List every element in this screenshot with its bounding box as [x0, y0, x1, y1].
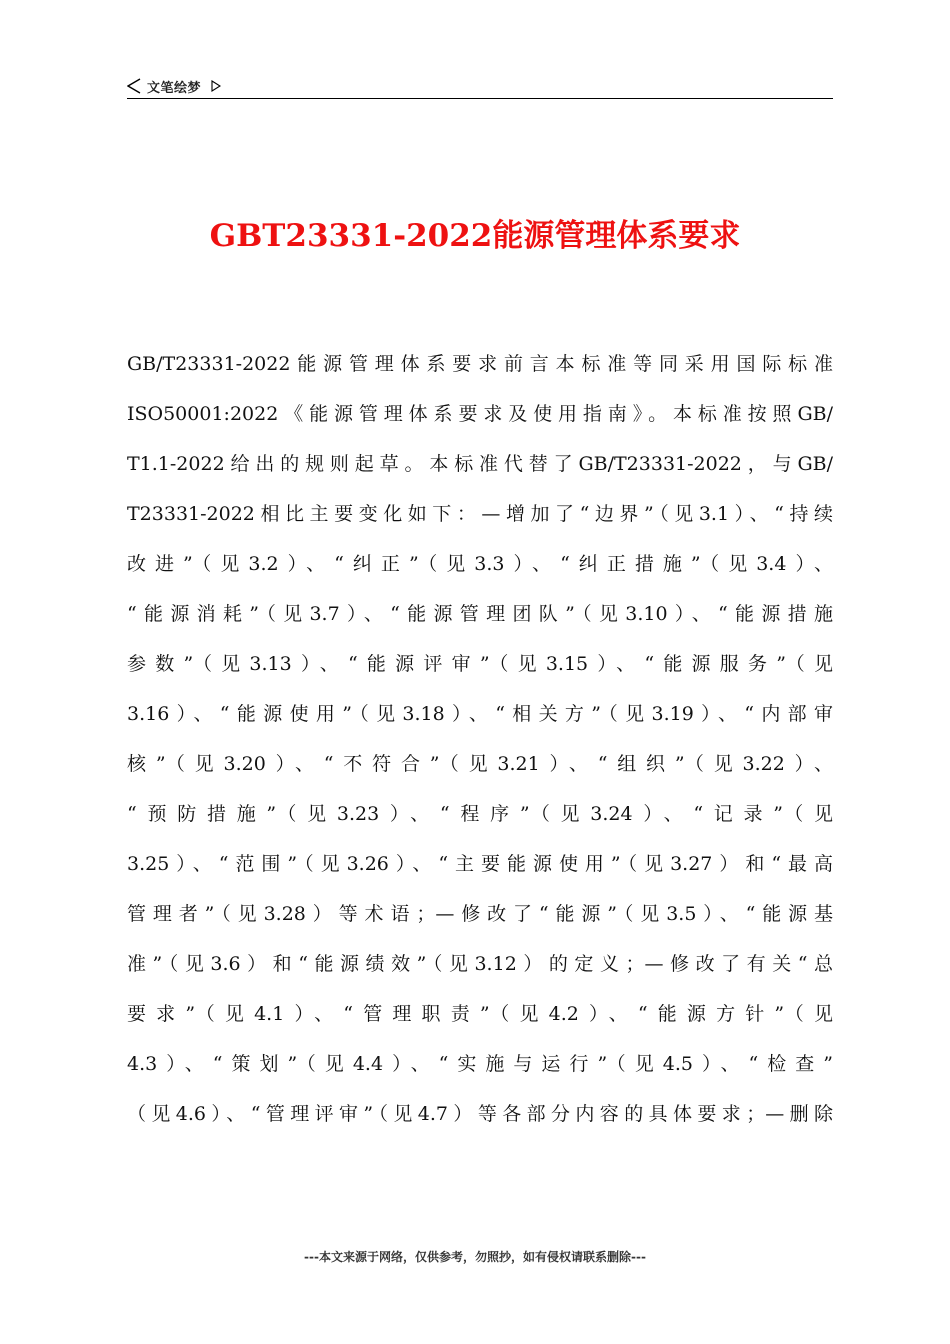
body-line: “能源消耗”（见3.7）、“能源管理团队”（见3.10）、“能源措施 [127, 603, 833, 625]
left-triangle-outline-icon [127, 78, 141, 94]
body-line: 核”（见3.20）、“不符合”（见3.21）、“组织”（见3.22）、 [127, 753, 833, 775]
body-line: T23331-2022相比主要变化如下：—增加了“边界”（见3.1）、“持续 [127, 503, 833, 525]
right-triangle-outline-icon [211, 80, 221, 92]
body-line: 参数”（见3.13）、“能源评审”（见3.15）、“能源服务”（见 [127, 653, 833, 675]
footer-disclaimer: ---本文来源于网络，仅供参考，勿照抄，如有侵权请联系删除--- [304, 1250, 646, 1264]
body-line: 3.16）、“能源使用”（见3.18）、“相关方”（见3.19）、“内部审 [127, 703, 833, 725]
body-line: 要求”（见4.1）、“管理职责”（见4.2）、“能源方针”（见 [127, 1003, 833, 1025]
brand-name: 文笔绘梦 [147, 80, 202, 96]
body-line: 3.25）、“范围”（见3.26）、“主要能源使用”（见3.27）和“最高 [127, 853, 833, 875]
body-line: 4.3）、“策划”（见4.4）、“实施与运行”（见4.5）、“检查” [127, 1053, 833, 1075]
body-line: 准”（见3.6）和“能源绩效”（见3.12）的定义；—修改了有关“总 [127, 953, 833, 975]
body-line: GB/T23331-2022能源管理体系要求前言本标准等同采用国际标准 [127, 353, 833, 375]
document-title: GBT23331-2022能源管理体系要求 [209, 218, 741, 254]
body-line: 管理者”（见3.28）等术语；—修改了“能源”（见3.5）、“能源基 [127, 903, 833, 925]
body-line: （见4.6）、“管理评审”（见4.7）等各部分内容的具体要求；—删除 [127, 1103, 833, 1125]
body-line: “预防措施”（见3.23）、“程序”（见3.24）、“记录”（见 [127, 803, 833, 825]
body-line: T1.1-2022给出的规则起草。本标准代替了GB/T23331-2022，与GB/ [127, 453, 833, 475]
page-header [127, 74, 833, 99]
body-line: ISO50001:2022《能源管理体系要求及使用指南》。本标准按照GB/ [127, 403, 833, 425]
body-line: 改进”（见3.2）、“纠正”（见3.3）、“纠正措施”（见3.4）、 [127, 553, 833, 575]
document-body [127, 345, 833, 1145]
